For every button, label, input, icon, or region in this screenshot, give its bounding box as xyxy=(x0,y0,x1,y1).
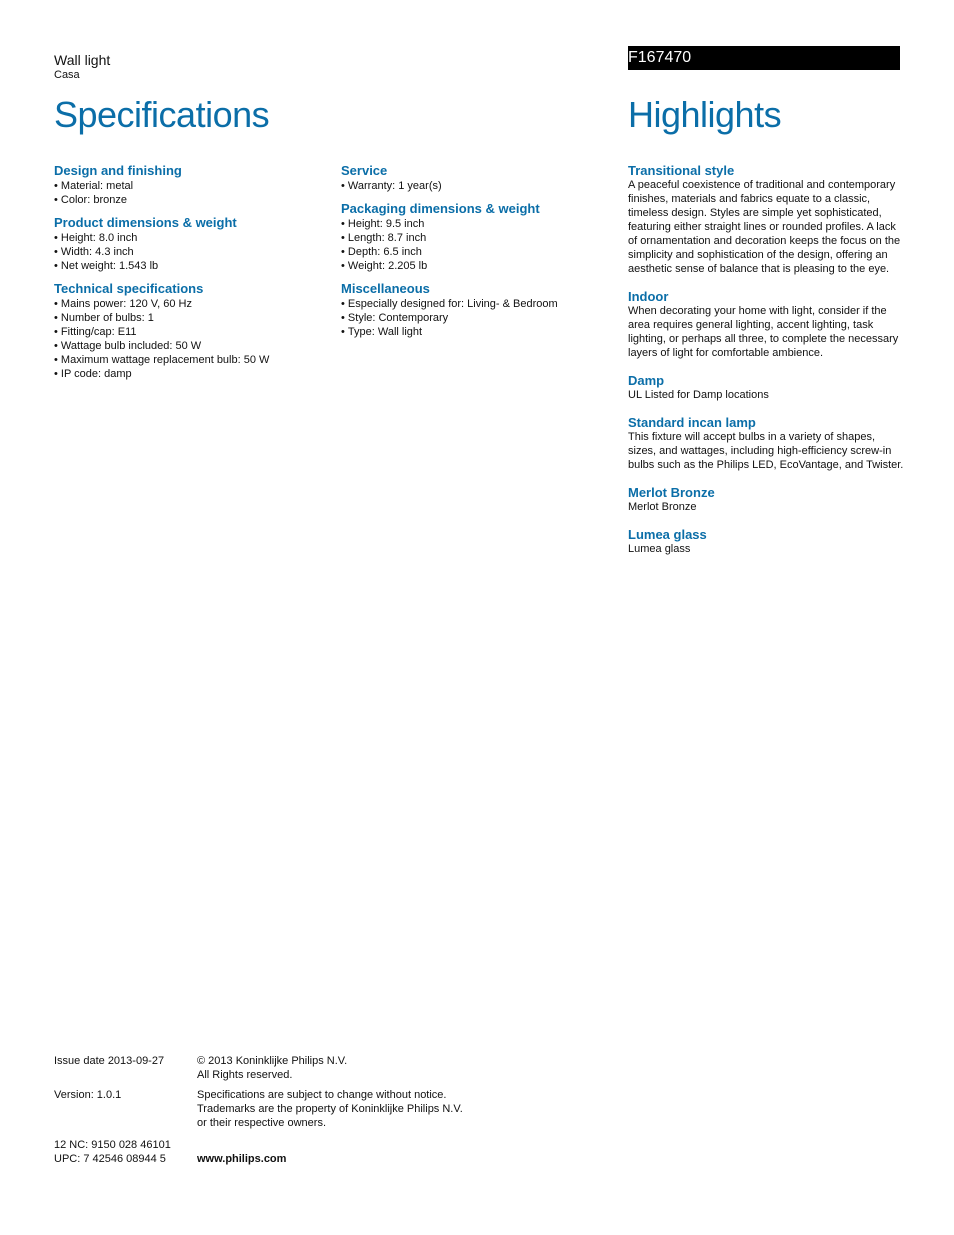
highlight-text: Lumea glass xyxy=(628,543,691,555)
spec-section xyxy=(341,281,611,339)
spec-column-2 xyxy=(341,163,611,347)
spec-item: • Weight: 2.205 lb xyxy=(341,259,611,273)
product-family: Casa xyxy=(54,69,80,81)
highlight xyxy=(628,164,904,276)
spec-item: • Warranty: 1 year(s) xyxy=(341,179,611,193)
spec-section-title: Product dimensions & weight xyxy=(54,215,237,230)
spec-item: • Height: 8.0 inch xyxy=(54,231,324,245)
highlight-title: Merlot Bronze xyxy=(628,485,715,500)
spec-item: • Material: metal xyxy=(54,179,324,193)
highlight xyxy=(628,528,904,556)
spec-item: • Maximum wattage replacement bulb: 50 W xyxy=(54,353,324,367)
spec-item: • Fitting/cap: E11 xyxy=(54,325,324,339)
version: Version: 1.0.1 xyxy=(54,1089,122,1101)
highlight xyxy=(628,374,904,402)
spec-section-title: Technical specifications xyxy=(54,281,204,296)
highlight xyxy=(628,486,904,514)
spec-column-1 xyxy=(54,163,324,389)
spec-item: • Height: 9.5 inch xyxy=(341,217,611,231)
spec-item: • Number of bulbs: 1 xyxy=(54,311,324,325)
highlight xyxy=(628,416,904,472)
highlight-title: Damp xyxy=(628,373,665,388)
copyright xyxy=(197,1054,477,1082)
spec-item: • Net weight: 1.543 lb xyxy=(54,259,324,273)
highlight-text: UL Listed for Damp locations xyxy=(628,389,769,401)
product-type: Wall light xyxy=(54,52,111,68)
highlight xyxy=(628,290,904,360)
notice-line: or their respective owners. xyxy=(197,1117,326,1129)
website-link[interactable]: www.philips.com xyxy=(197,1153,287,1165)
copyright-line: All Rights reserved. xyxy=(197,1069,293,1081)
nc-code: 12 NC: 9150 028 46101 xyxy=(54,1139,171,1151)
spec-section-title: Design and finishing xyxy=(54,163,182,178)
spec-item: • Depth: 6.5 inch xyxy=(341,245,611,259)
spec-item: • Color: bronze xyxy=(54,193,324,207)
spec-section xyxy=(54,163,324,207)
spec-item: • Style: Contemporary xyxy=(341,311,611,325)
spec-section-title: Miscellaneous xyxy=(341,281,430,296)
highlight-title: Indoor xyxy=(628,289,669,304)
highlight-text: A peaceful coexistence of traditional and contemporary finishes, materials and fabrics equate to a classic, timeless design. Styles are simple yet sophisticated, featuring either straight lines or rounded profiles. A lack of ornamentation and decoration keeps the focus on the simplicity and sophistication of the design, offering an aesthetic sense of balance that is pleasing to the eye. xyxy=(628,179,901,275)
highlight-title: Lumea glass xyxy=(628,527,707,542)
specifications-title: Specifications xyxy=(54,94,270,135)
spec-section-title: Packaging dimensions & weight xyxy=(341,201,540,216)
spec-item: • Especially designed for: Living- & Bedroom xyxy=(341,297,611,311)
spec-item: • IP code: damp xyxy=(54,367,324,381)
spec-item: • Wattage bulb included: 50 W xyxy=(54,339,324,353)
highlight-text: Merlot Bronze xyxy=(628,501,697,513)
notice-line: Specifications are subject to change without notice. xyxy=(197,1089,447,1101)
highlight-text: When decorating your home with light, consider if the area requires general lighting, accent lighting, task lighting, or perhaps all three, to complete the necessary layers of light for comfortable ambience. xyxy=(628,305,899,359)
spec-section xyxy=(341,163,611,193)
upc-code: UPC: 7 42546 08944 5 xyxy=(54,1153,166,1165)
spec-item: • Mains power: 120 V, 60 Hz xyxy=(54,297,324,311)
spec-item: • Type: Wall light xyxy=(341,325,611,339)
highlights-title: Highlights xyxy=(628,94,782,135)
legal-notice xyxy=(197,1088,477,1130)
spec-item: • Width: 4.3 inch xyxy=(54,245,324,259)
spec-section xyxy=(341,201,611,273)
model-number: F167470 xyxy=(628,49,692,66)
spec-section-title: Service xyxy=(341,163,388,178)
spec-section xyxy=(54,215,324,273)
spec-item: • Length: 8.7 inch xyxy=(341,231,611,245)
model-number-bar xyxy=(628,46,900,70)
product-codes xyxy=(54,1138,189,1166)
notice-line: Trademarks are the property of Koninklijke Philips N.V. xyxy=(197,1103,463,1115)
issue-date: Issue date 2013-09-27 xyxy=(54,1055,165,1067)
spec-section xyxy=(54,281,324,381)
highlight-title: Standard incan lamp xyxy=(628,415,756,430)
highlight-text: This fixture will accept bulbs in a variety of shapes, sizes, and wattages, including high-efficiency screw-in bulbs such as the Philips LED, EcoVantage, and Twister. xyxy=(628,431,904,471)
highlights-column xyxy=(628,164,904,570)
copyright-line: © 2013 Koninklijke Philips N.V. xyxy=(197,1055,348,1067)
highlight-title: Transitional style xyxy=(628,163,735,178)
